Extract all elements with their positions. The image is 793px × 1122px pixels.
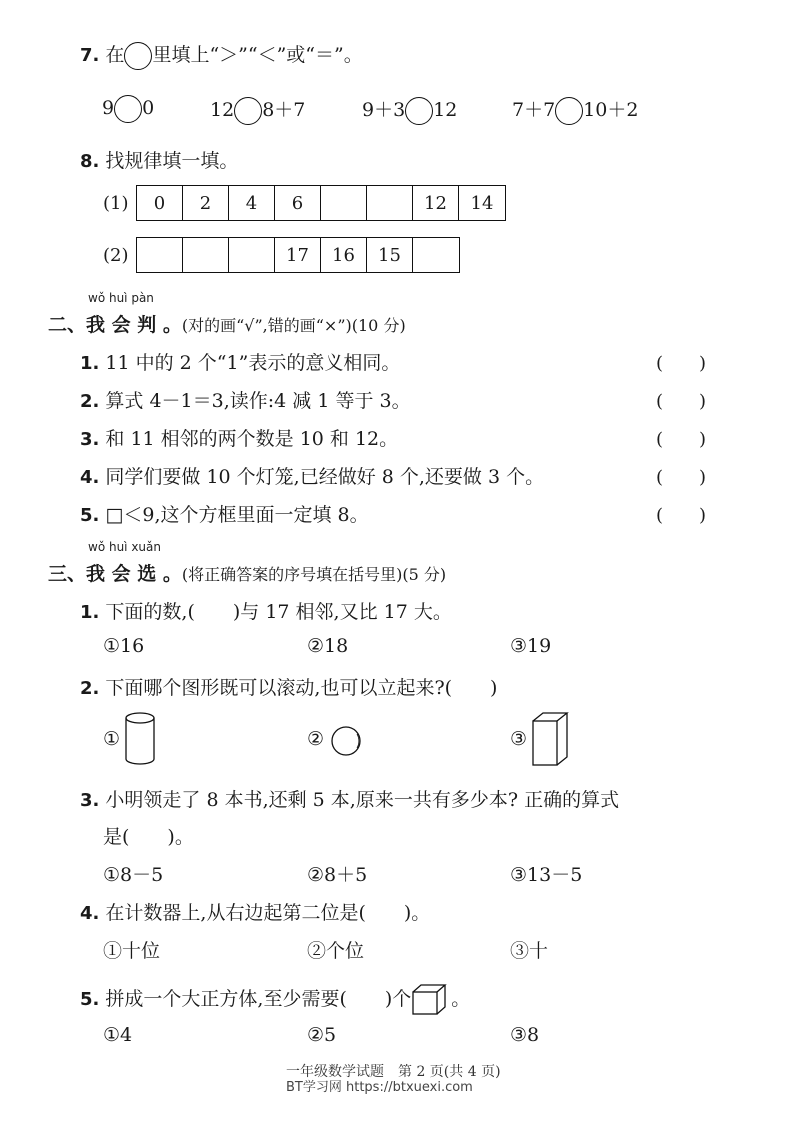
judge-answer-paren[interactable]: ( ) — [656, 429, 707, 450]
choice-q5-option-3[interactable]: ③8 — [510, 1024, 540, 1046]
q7-item-3-left: 9＋3 — [362, 99, 406, 121]
seq1-blank-cell[interactable] — [367, 186, 413, 220]
q8-text: 找规律填一填。 — [105, 150, 239, 172]
section2-pinyin: wǒ huì pàn — [88, 291, 154, 305]
choice-q2 — [80, 673, 497, 700]
page-footer: 一年级数学试题 第 2 页(共 4 页) — [286, 1064, 501, 1080]
choice-q4-option-2[interactable]: ②个位 — [307, 940, 365, 962]
judge-item-4-number: 4. — [80, 467, 100, 488]
watermark: BT学习网 https://btxuexi.com — [286, 1080, 473, 1095]
choice-q1 — [80, 597, 452, 624]
judge-answer-paren[interactable]: ( ) — [656, 505, 707, 526]
judge-item-5 — [80, 500, 369, 527]
seq1-cell: 2 — [183, 186, 229, 220]
judge-answer-paren[interactable]: ( ) — [656, 353, 707, 374]
choice-q4-number: 4. — [80, 903, 100, 924]
q7-item-4-left: 7＋7 — [512, 99, 556, 121]
seq2-cell: 17 — [275, 238, 321, 272]
q7-number: 7. — [80, 45, 100, 66]
section3-note: (将正确答案的序号填在括号里)(5 分) — [181, 565, 447, 584]
answer-circle[interactable] — [555, 97, 583, 125]
answer-circle[interactable] — [114, 95, 142, 123]
judge-answer-paren[interactable]: ( ) — [656, 391, 707, 412]
q7-item-4-right: 10＋2 — [583, 99, 639, 121]
answer-circle[interactable] — [234, 97, 262, 125]
choice-q2-option-2[interactable]: ② — [307, 728, 325, 750]
judge-item-3-text: 和 11 相邻的两个数是 10 和 12。 — [105, 428, 399, 450]
choice-q3-option-2[interactable]: ②8＋5 — [307, 864, 368, 886]
choice-q3-text: 小明领走了 8 本书,还剩 5 本,原来一共有多少本? 正确的算式 — [105, 789, 620, 811]
seq1-cell: 12 — [413, 186, 459, 220]
choice-q2-number: 2. — [80, 678, 100, 699]
judge-item-4-text: 同学们要做 10 个灯笼,已经做好 8 个,还要做 3 个。 — [105, 466, 545, 488]
choice-q4-option-3[interactable]: ③十 — [510, 940, 549, 962]
seq2-row — [136, 237, 460, 273]
choice-q4-option-1[interactable]: ①十位 — [103, 940, 161, 962]
section2-header — [48, 310, 406, 337]
choice-q5 — [80, 983, 470, 1017]
q7-item-3-right: 12 — [433, 99, 458, 121]
choice-q1-option-3[interactable]: ③19 — [510, 635, 552, 657]
q7-item-3 — [362, 95, 457, 125]
answer-circle[interactable] — [405, 97, 433, 125]
q7-item-2-left: 12 — [210, 99, 235, 121]
judge-item-2 — [80, 386, 411, 413]
choice-q5-text: 拼成一个大正方体,至少需要( )个 — [105, 988, 412, 1010]
q7-line — [80, 40, 363, 70]
seq1-label: (1) — [103, 193, 129, 214]
judge-item-2-text: 算式 4－1＝3,读作:4 减 1 等于 3。 — [105, 390, 411, 412]
choice-q1-option-1[interactable]: ①16 — [103, 635, 145, 657]
choice-q3-text2: 是( )。 — [103, 826, 194, 848]
choice-q4-text: 在计数器上,从右边起第二位是( )。 — [105, 902, 431, 924]
q7-item-1-left: 9 — [102, 97, 115, 119]
section3-header — [48, 559, 446, 586]
seq1-blank-cell[interactable] — [321, 186, 367, 220]
judge-item-5-text: □＜9,这个方框里面一定填 8。 — [105, 504, 369, 526]
q7-text-after: 里填上“＞”“＜”或“＝”。 — [152, 44, 363, 66]
q7-text-before: 在 — [105, 44, 125, 66]
choice-q5-option-1[interactable]: ①4 — [103, 1024, 133, 1046]
section3-pinyin: wǒ huì xuǎn — [88, 540, 161, 554]
judge-item-3-number: 3. — [80, 429, 100, 450]
seq2-blank-cell[interactable] — [137, 238, 183, 272]
choice-q1-number: 1. — [80, 602, 100, 623]
seq2-blank-cell[interactable] — [229, 238, 275, 272]
choice-q3-option-3[interactable]: ③13－5 — [510, 864, 583, 886]
judge-item-3 — [80, 424, 398, 451]
q7-item-1-right: 0 — [142, 97, 155, 119]
judge-item-1-text: 11 中的 2 个“1”表示的意义相同。 — [105, 352, 401, 374]
choice-q3-number: 3. — [80, 790, 100, 811]
seq2-label: (2) — [103, 245, 129, 266]
q8-number: 8. — [80, 151, 100, 172]
choice-q2-text: 下面哪个图形既可以滚动,也可以立起来?( ) — [105, 677, 498, 699]
choice-q4 — [80, 898, 430, 925]
seq2-blank-cell[interactable] — [183, 238, 229, 272]
q7-item-1 — [102, 95, 154, 123]
blank-circle-icon — [124, 42, 152, 70]
q7-item-2 — [210, 95, 305, 125]
seq1-cell: 4 — [229, 186, 275, 220]
judge-item-5-number: 5. — [80, 505, 100, 526]
choice-q5-text-after: 。 — [451, 988, 471, 1010]
section2-title: 二、我 会 判 。 — [48, 314, 182, 336]
choice-q1-text: 下面的数,( )与 17 相邻,又比 17 大。 — [105, 601, 452, 623]
cuboid-icon — [531, 711, 573, 769]
q7-item-4 — [512, 95, 638, 125]
cube-icon — [411, 983, 451, 1017]
judge-item-1 — [80, 348, 400, 375]
choice-q5-option-2[interactable]: ②5 — [307, 1024, 337, 1046]
seq2-cell: 15 — [367, 238, 413, 272]
choice-q2-option-1[interactable]: ① — [103, 728, 121, 750]
judge-answer-paren[interactable]: ( ) — [656, 467, 707, 488]
sphere-icon — [328, 726, 364, 758]
choice-q2-option-3[interactable]: ③ — [510, 728, 528, 750]
q7-item-2-right: 8＋7 — [262, 99, 306, 121]
section3-title: 三、我 会 选 。 — [48, 563, 182, 585]
judge-item-2-number: 2. — [80, 391, 100, 412]
choice-q3 — [80, 785, 619, 812]
seq1-cell: 6 — [275, 186, 321, 220]
choice-q1-option-2[interactable]: ②18 — [307, 635, 349, 657]
seq1-cell: 0 — [137, 186, 183, 220]
judge-item-4 — [80, 462, 544, 489]
seq1-cell: 14 — [470, 192, 494, 214]
q8-line — [80, 146, 238, 173]
cylinder-icon — [124, 711, 158, 767]
judge-item-1-number: 1. — [80, 353, 100, 374]
seq1-row — [136, 185, 506, 221]
section2-note: (对的画“√”,错的画“×”)(10 分) — [181, 316, 406, 335]
seq2-cell: 16 — [321, 238, 367, 272]
choice-q3-option-1[interactable]: ①8－5 — [103, 864, 164, 886]
seq2-blank-cell[interactable] — [413, 238, 459, 272]
choice-q5-number: 5. — [80, 989, 100, 1010]
